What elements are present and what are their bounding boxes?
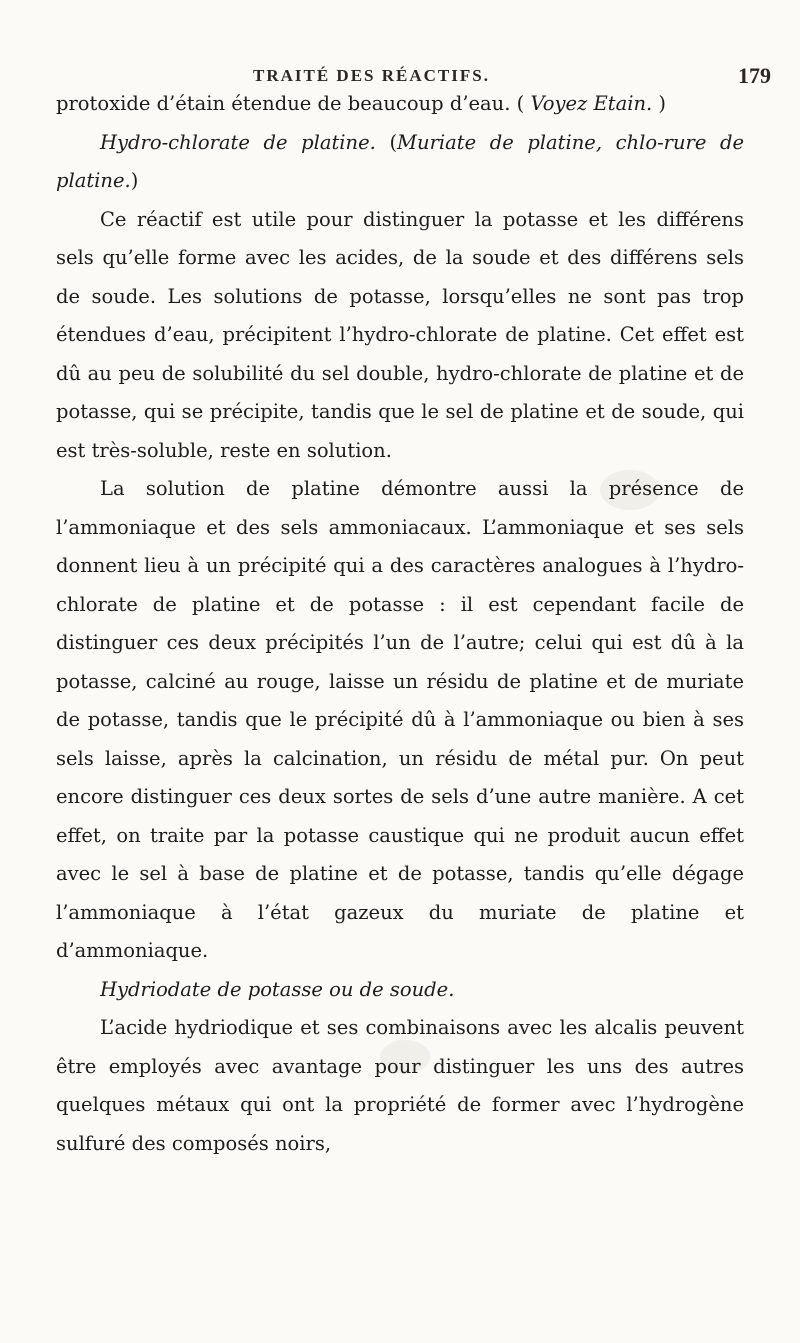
page-number: 179 <box>738 63 771 88</box>
running-title: TRAITÉ DES RÉACTIFS. <box>253 66 490 85</box>
paragraph: L’acide hydriodique et ses combinaisons avec les alcalis peuvent être employés avec avantage pour distinguer les uns des autres quelques métaux qui ont la propriété de former avec l’hydrogène sulfuré des composés noirs, <box>56 1016 744 1155</box>
entry-title: Hydro-chlorate de platine. <box>100 130 376 154</box>
entry-synonyms: Muriate de platine, chlo-rure de platine. <box>56 130 745 192</box>
paragraph: Ce réactif est utile pour distinguer la potasse et les différens sels qu’elle forme avec les acides, de la soude et des différens sels de soude. Les solutions de potasse, lorsqu’elles ne sont pas trop étendues d’eau, précipitent l’hydro-chlorate de platine. Cet effet est dû au peu de solubilité du sel double, hydro-chlorate de platine et de potasse, qui se précipite, tandis que le sel de platine et de soude, qui est très-soluble, reste en solution. <box>56 207 744 462</box>
entry-heading <box>56 124 744 201</box>
closing-parenthesis: ) <box>130 169 139 192</box>
opening-parenthesis: ( <box>389 130 398 154</box>
entry-heading: Hydriodate de potasse ou de soude. <box>100 977 455 1001</box>
paragraph-text: protoxide d’étain étendue de beaucoup d’eau. ( <box>56 92 525 115</box>
body-text <box>56 85 744 1163</box>
paragraph-continuation <box>56 85 744 124</box>
cross-reference: Voyez Etain. <box>530 92 653 115</box>
closing-parenthesis: ) <box>658 92 667 115</box>
paragraph: La solution de platine démontre aussi la présence de l’ammoniaque et des sels ammoniacaux. L’ammoniaque et ses sels donnent lieu à un précipité qui a des caractères analogues à l’hydro-chlorate de platine et de potasse : il est cependant facile de distinguer ces deux précipités l’un de l’autre; celui qui est dû à la potasse, calciné au rouge, laisse un résidu de platine et de muriate de potasse, tandis que le précipité dû à l’ammoniaque ou bien à ses sels laisse, après la calcination, un résidu de métal pur. On peut encore distinguer ces deux sortes de sels d’une autre manière. A cet effet, on traite par la potasse caustique qui ne produit aucun effet avec le sel à base de platine et de potasse, tandis qu’elle dégage l’ammoniaque à l’état gazeux du muriate de platine et d’ammoniaque. <box>56 477 744 962</box>
